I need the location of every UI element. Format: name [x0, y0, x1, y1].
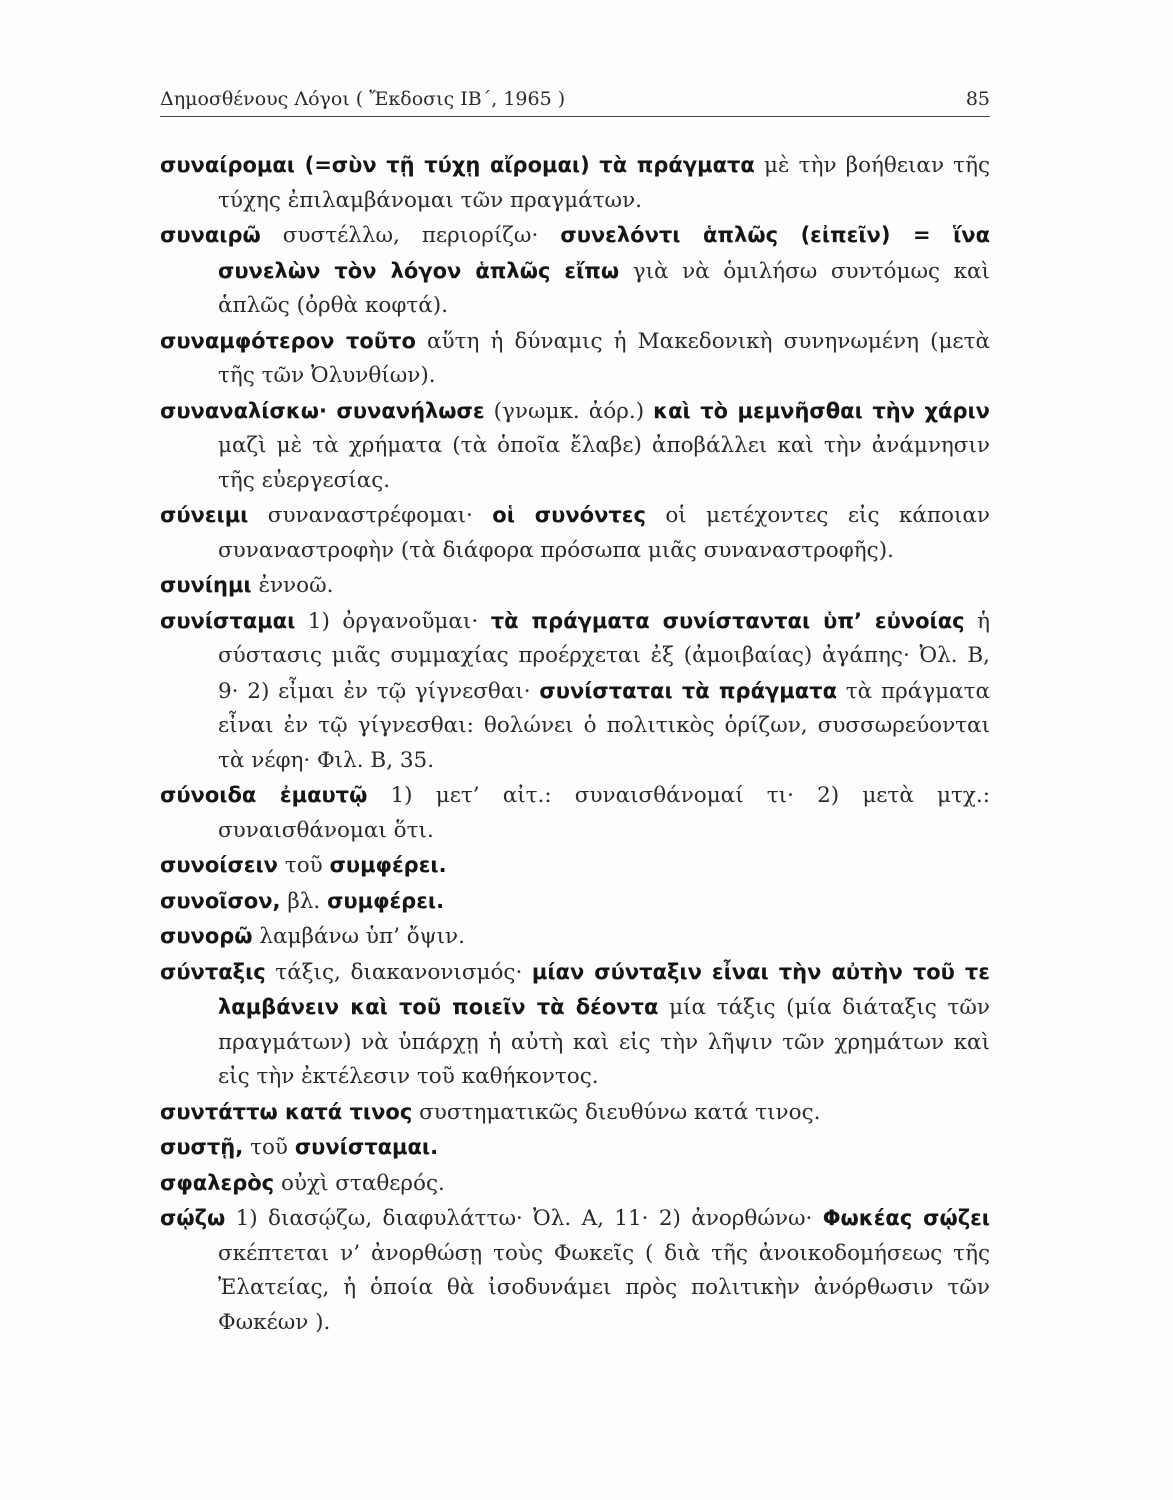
glossary-entry [160, 498, 990, 568]
running-title: Δημοσθένους Λόγοι ( Ἔκδοσις ΙΒ΄, 1965 ) [160, 88, 566, 110]
headword-bold: συνελόντι ἁπλῶς (εἰπεῖν) = ἵνα συνελὼν τὸν λόγον ἁπλῶς εἴπω [218, 223, 990, 283]
headword-bold: καὶ τὸ μεμνῆσθαι τὴν χάριν [653, 398, 990, 423]
headword-bold: συναμφότερον τοῦτο [160, 328, 416, 353]
glossary-body [160, 148, 990, 1340]
glossary-entry [160, 218, 990, 324]
headword-bold: συνίσταμαι. [294, 1135, 439, 1159]
definition-text: τοῦ [277, 853, 330, 878]
glossary-entry [160, 1166, 990, 1202]
definition-text: μὲ τὴν βοήθειαν τῆς τύχης ἐπιλαμβάνομαι τῶν πραγμάτων. [218, 153, 990, 213]
definition-text: συναναστρέφομαι· [248, 503, 493, 528]
headword-bold: σφαλερὸς [160, 1170, 275, 1195]
glossary-entry [160, 955, 990, 1095]
definition-text: μαζὶ μὲ τὰ χρήματα (τὰ ὁποῖα ἔλαβε) ἀποβάλλει καὶ τὴν ἀνάμνησιν τῆς εὐεργεσίας. [218, 433, 990, 493]
headword-bold: συναίρομαι (=σὺν τῇ τύχῃ αἴρομαι) τὰ πράγματα [160, 153, 755, 177]
definition-text: τὰ πράγματα εἶναι ἐν τῷ γίγνεσθαι: θολώνει ὁ πολιτικὸς ὁρίζων, συσσωρεύονται τὰ νέφη· Φιλ. Β, 35. [218, 678, 990, 773]
definition-text: αὕτη ἡ δύναμις ἡ Μακεδονικὴ συνηνωμένη (μετὰ τῆς τῶν Ὀλυνθίων). [218, 328, 990, 388]
definition-text: τάξις, διακανονισμός· [265, 959, 532, 985]
glossary-entry [160, 848, 990, 884]
headword-bold: συνίσταται τὰ πράγματα [539, 678, 838, 703]
page-number: 85 [965, 88, 990, 110]
definition-text: 1) ὀργανοῦμαι· [295, 608, 491, 634]
definition-text: 1) διασῴζω, διαφυλάττω· Ὀλ. Α, 11· 2) ἀνορθώνω· [225, 1206, 823, 1231]
running-header [160, 86, 990, 117]
glossary-entry [160, 884, 990, 920]
headword-bold: μίαν σύνταξιν εἶναι τὴν αὐτὴν τοῦ τε λαμβάνειν καὶ τοῦ ποιεῖν τὰ δέοντα [218, 959, 990, 1019]
glossary-entry [160, 394, 990, 499]
definition-text: συστηματικῶς διευθύνω κατά τινος. [412, 1099, 821, 1125]
headword-bold: συνοίσειν [160, 853, 278, 877]
headword-bold: συστῇ, [160, 1135, 244, 1159]
headword-bold: Φωκέας σῴζει [822, 1206, 990, 1230]
headword-bold: σύνοιδα ἐμαυτῷ [160, 783, 368, 807]
definition-text: λαμβάνω ὑπ’ ὄψιν. [252, 924, 465, 949]
headword-bold: συμφέρει. [327, 888, 445, 913]
glossary-entry [160, 324, 990, 394]
definition-text: γιὰ νὰ ὁμιλήσω συντόμως καὶ ἁπλῶς (ὀρθὰ κοφτά). [218, 258, 990, 318]
headword-bold: σύνειμι [160, 503, 249, 527]
definition-text: βλ. [280, 888, 328, 914]
headword-bold: σύνταξις [160, 959, 266, 984]
headword-bold: συνίημι [160, 573, 252, 597]
definition-text: (γνωμκ. ἀόρ.) [484, 398, 654, 424]
glossary-entry [160, 148, 990, 218]
glossary-entry [160, 604, 990, 779]
headword-bold: συμφέρει. [329, 853, 447, 877]
headword-bold: συνορῶ [160, 924, 253, 948]
definition-text: τοῦ [243, 1135, 295, 1160]
definition-text: σκέπτεται ν’ ἀνορθώσῃ τοὺς Φωκεῖς ( διὰ τῆς ἀνοικοδομήσεως τῆς Ἐλατείας, ἡ ὁποία θὰ ἰσοδυνάμει πρὸς πολιτικὴν ἀνόρθωσιν τῶν Φωκέων ). [218, 1240, 990, 1335]
headword-bold: συντάττω κατά τινος [160, 1099, 413, 1124]
headword-bold: συνίσταμαι [160, 608, 296, 633]
definition-text: ἐννοῶ. [251, 573, 334, 598]
glossary-entry [160, 1130, 990, 1166]
headword-bold: συναιρῶ [160, 223, 261, 247]
definition-text: οὐχὶ σταθερός. [274, 1170, 445, 1196]
headword-bold: συναναλίσκω· συνανήλωσε [160, 398, 485, 423]
definition-text: συστέλλω, περιορίζω· [260, 223, 561, 248]
definition-text: 1) μετ’ αἰτ.: συναισθάνομαί τι· 2) μετὰ μτχ.: συναισθάνομαι ὅτι. [218, 783, 990, 843]
glossary-entry [160, 778, 990, 848]
headword-bold: συνοῖσον, [160, 888, 281, 913]
headword-bold: τὰ πράγματα συνίστανται ὑπ’ εὐνοίας [490, 608, 965, 633]
headword-bold: σῴζω [160, 1206, 226, 1230]
definition-text: οἱ μετέχοντες εἰς κάποιαν συναναστροφὴν (τὰ διάφορα πρόσωπα μιᾶς συναναστροφῆς). [218, 503, 990, 563]
glossary-entry [160, 1201, 990, 1340]
headword-bold: οἱ συνόντες [492, 503, 646, 527]
glossary-entry [160, 568, 990, 604]
glossary-entry [160, 919, 990, 955]
definition-text: ἡ σύστασις μιᾶς συμμαχίας προέρχεται ἐξ (ἀμοιβαίας) ἀγάπης· Ὀλ. Β, 9· 2) εἶμαι ἐν τῷ γίγνεσθαι· [218, 608, 990, 704]
definition-text: μία τάξις (μία διάταξις τῶν πραγμάτων) νὰ ὑπάρχῃ ἡ αὐτὴ καὶ εἰς τὴν λῆψιν τῶν χρημάτων καὶ εἰς τὴν ἐκτέλεσιν τοῦ καθήκοντος. [218, 995, 991, 1089]
glossary-entry [160, 1095, 990, 1131]
